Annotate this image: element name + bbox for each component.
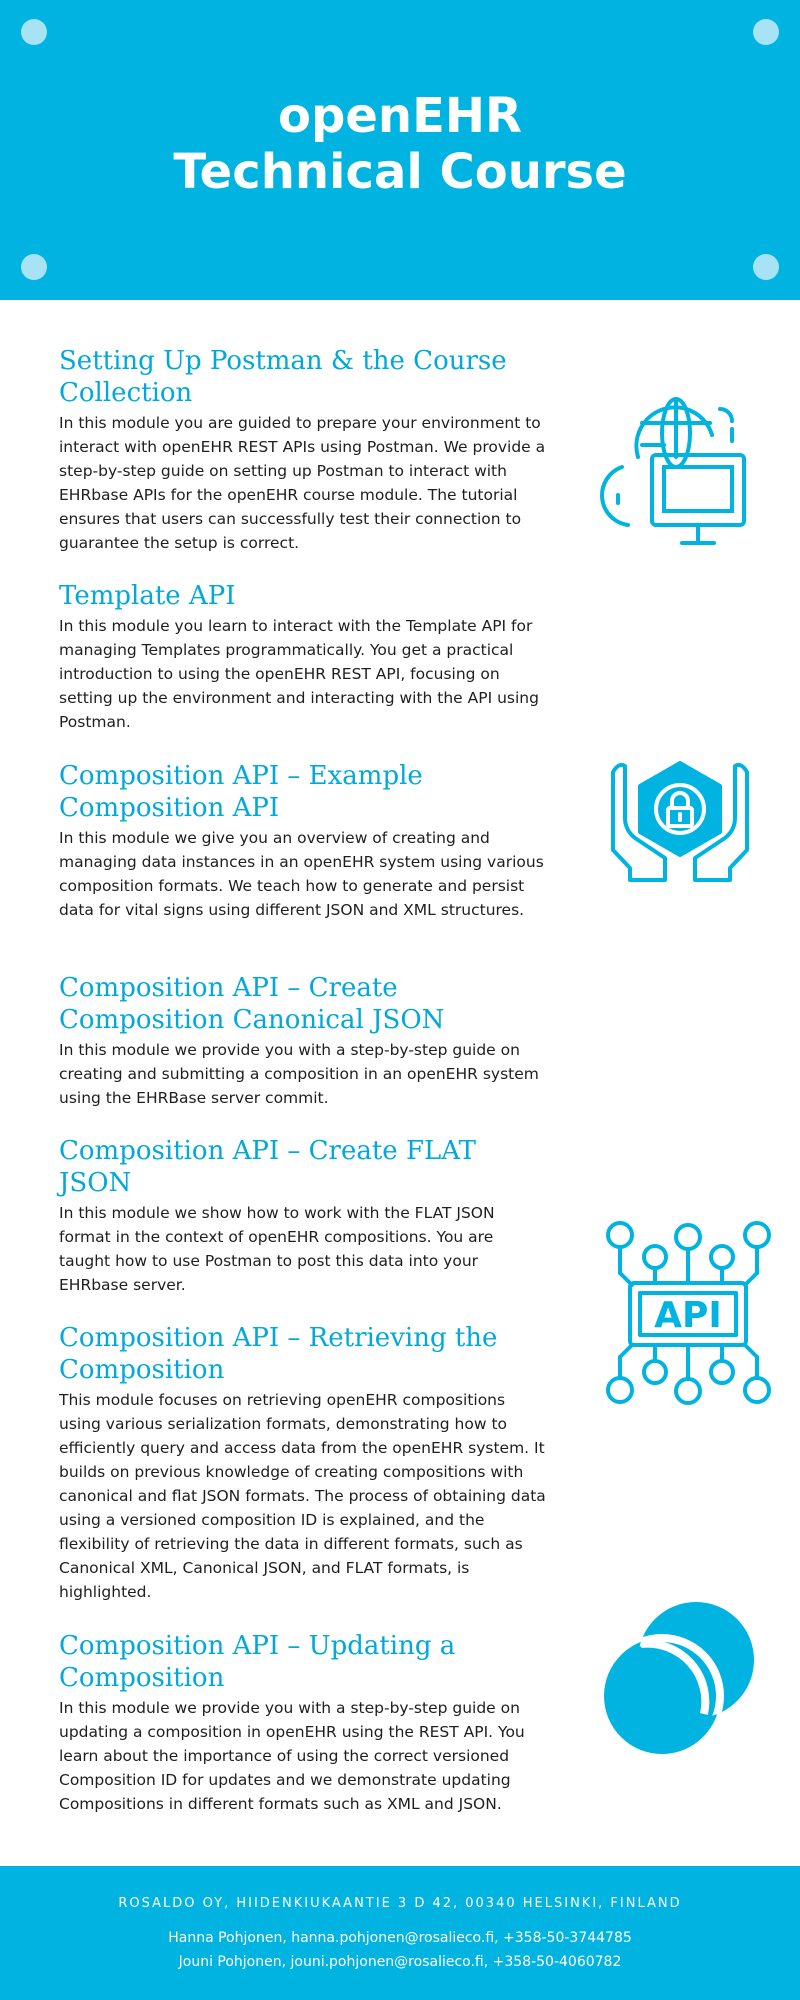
company-address: ROSALDO OY, HIIDENKIUKAANTIE 3 D 42, 00340 HELSINKI, FINLAND xyxy=(118,1896,682,1911)
module-heading: Composition API – Example Composition API xyxy=(59,761,423,823)
course-modules xyxy=(0,300,800,1865)
module-heading: Setting Up Postman & the Course Collection xyxy=(59,346,507,408)
contact-hanna: Hanna Pohjonen, hanna.pohjonen@rosalieco.fi, +358-50-3744785 xyxy=(168,1930,632,1946)
module-retrieving-composition xyxy=(59,1322,549,1604)
footer-contact xyxy=(0,1866,800,2000)
decorative-dot xyxy=(753,254,779,280)
contact-jouni: Jouni Pohjonen, jouni.pohjonen@rosalieco.fi, +358-50-4060782 xyxy=(178,1954,622,1970)
module-heading: Composition API – Create FLAT JSON xyxy=(59,1136,476,1198)
module-description: In this module we show how to work with the FLAT JSON format in the context of openEHR compositions. You are taught how to use Postman to post this data into your EHRbase server. xyxy=(59,1204,495,1294)
module-updating-composition xyxy=(59,1630,549,1816)
overlap-circles-icon xyxy=(600,1600,760,1760)
page-title xyxy=(0,88,800,200)
module-canonical-json xyxy=(59,972,549,1110)
module-heading: Composition API – Retrieving the Composition xyxy=(59,1323,498,1385)
api-chip-label: API xyxy=(654,1295,722,1336)
module-description: In this module you learn to interact with the Template API for managing Templates programmatically. You get a practical introduction to using the openEHR REST API, focusing on setting up the environment and interacting with the API using Postman. xyxy=(59,617,539,731)
module-flat-json xyxy=(59,1135,549,1297)
decorative-dot xyxy=(21,254,47,280)
title-line-2: Technical Course xyxy=(173,144,627,200)
module-postman-setup xyxy=(59,345,549,555)
header-banner xyxy=(0,0,800,300)
module-heading: Template API xyxy=(59,581,236,611)
api-chip-icon xyxy=(600,1215,775,1410)
decorative-dot xyxy=(753,19,779,45)
title-line-1: openEHR xyxy=(278,88,522,144)
module-description: In this module you are guided to prepare your environment to interact with openEHR REST APIs using Postman. We provide a step-by-step guide on setting up Postman to interact with EHRbase APIs for the openEHR course module. The tutorial ensures that users can successfully test their connection to guarantee the setup is correct. xyxy=(59,414,546,552)
module-description: This module focuses on retrieving openEHR compositions using various serialization formats, demonstrating how to efficiently query and access data from the openEHR system. It builds on previous knowledge of creating compositions with canonical and flat JSON formats. The process of obtaining data using a versioned composition ID is explained, and the flexibility of retrieving the data in different formats, such as Canonical XML, Canonical JSON, and FLAT formats, is highlighted. xyxy=(59,1391,546,1601)
module-description: In this module we provide you with a step-by-step guide on creating and submitting a composition in an openEHR system using the EHRBase server commit. xyxy=(59,1041,539,1107)
decorative-dot xyxy=(21,19,47,45)
module-example-composition xyxy=(59,760,549,922)
module-heading: Composition API – Create Composition Canonical JSON xyxy=(59,973,445,1035)
module-description: In this module we give you an overview of creating and managing data instances in an openEHR system using various composition formats. We teach how to generate and persist data for vital signs using different JSON and XML structures. xyxy=(59,829,544,919)
module-description: In this module we provide you with a step-by-step guide on updating a composition in openEHR using the REST API. You learn about the importance of using the correct versioned Composition ID for updates and we demonstrate updating Compositions in different formats such as XML and JSON. xyxy=(59,1699,525,1813)
module-heading: Composition API – Updating a Composition xyxy=(59,1631,456,1693)
module-template-api xyxy=(59,580,549,734)
hands-lock-icon xyxy=(605,758,755,888)
globe-monitor-icon xyxy=(600,395,760,555)
